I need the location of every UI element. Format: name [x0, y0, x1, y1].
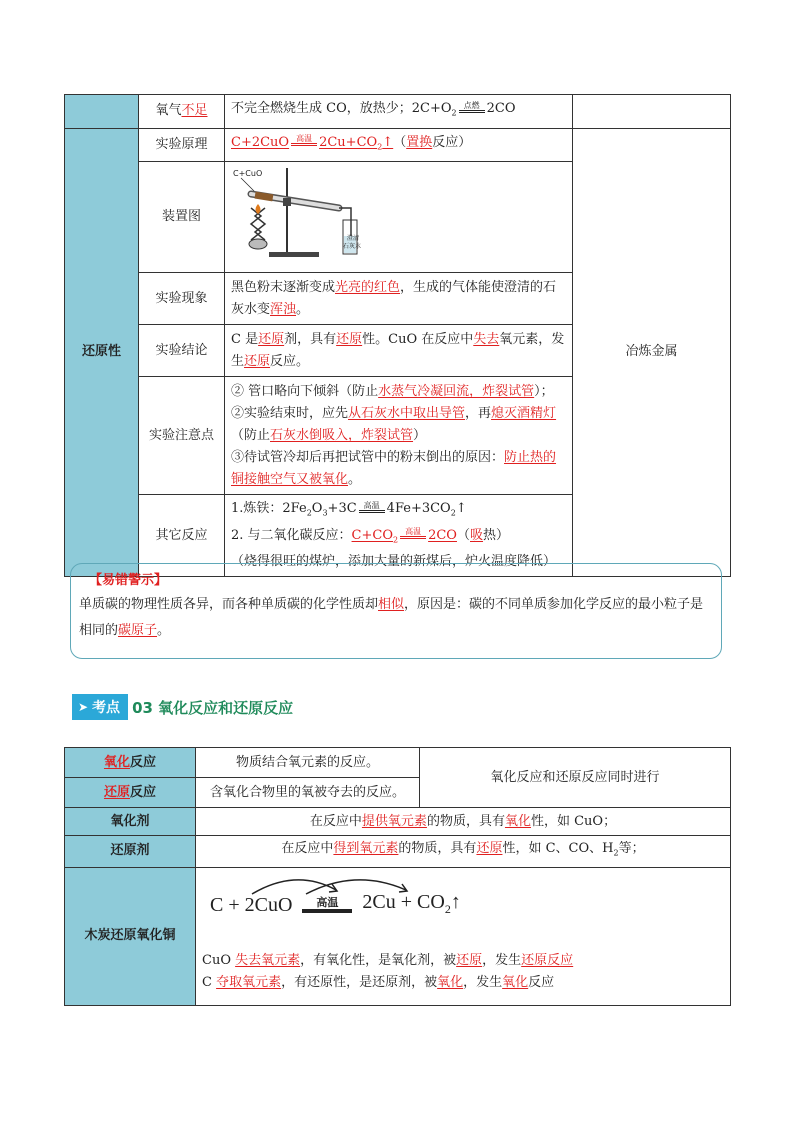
- red-label-post: 反应: [130, 784, 157, 800]
- conclusion-label: 实验结论: [139, 325, 225, 377]
- notes-content: [225, 377, 573, 495]
- warn-r1: 相似: [378, 597, 405, 612]
- conc-r2: 还原: [336, 331, 363, 347]
- electron-transfer-arrows: [246, 872, 416, 896]
- principle-label: 实验原理: [139, 128, 225, 162]
- ignition-equals: [459, 101, 485, 113]
- carbon-line-2: [202, 972, 724, 994]
- warn-r2: 碳原子: [118, 623, 158, 638]
- other1-post: 4Fe+3CO: [386, 501, 451, 517]
- oxygen-desc: [225, 95, 573, 129]
- other1-sub3: 2: [450, 508, 456, 518]
- section-tag: [72, 694, 128, 720]
- carbon-eq-sub: 2: [444, 901, 451, 916]
- oxidation-def: 物质结合氧元素的反应。: [196, 748, 420, 778]
- carbon-line-1: [202, 950, 724, 972]
- red-t4: 等；: [618, 841, 645, 856]
- c2-r2: 氧化: [437, 974, 464, 990]
- principle-equation: [231, 135, 393, 150]
- oxidation-label: [65, 748, 196, 778]
- warning-title: 【易错警示】: [89, 573, 168, 588]
- phen-r2: 浑浊: [270, 301, 297, 317]
- conc-t2: 剂，具有: [284, 331, 337, 347]
- carbon-eq-left: C + 2CuO: [210, 894, 293, 917]
- other2-pre: 2. 与二氧化碳反应：: [231, 527, 352, 543]
- other1-arrow: ↑: [455, 501, 467, 517]
- c2-r1: 夺取氧元素: [216, 974, 282, 990]
- c2-t2: ，发生: [463, 974, 503, 990]
- other-label: 其它反应: [139, 495, 225, 577]
- note2-post: ）: [413, 427, 427, 443]
- carbon-content: [196, 867, 731, 1005]
- red-label-red: 还原: [103, 784, 130, 800]
- ox-label-post: 反应: [130, 754, 157, 770]
- c1-r1: 失去氧元素: [235, 952, 301, 968]
- note2-red1: 从石灰水中取出导管: [348, 405, 466, 421]
- carbon-label: 木炭还原氧化铜: [65, 867, 196, 1005]
- hightemp-cond: 高温: [296, 134, 313, 144]
- other2-red2: 2CO: [428, 527, 457, 543]
- carbon-eq-arrow: ↑: [450, 890, 461, 913]
- note3-red: 防止热的铜接触空气又被氧化: [231, 449, 557, 487]
- oxidant-def: [196, 808, 731, 836]
- red-t2: 的物质，具有: [398, 841, 477, 856]
- other-line-2: [231, 525, 566, 552]
- usage-cell: 冶炼金属: [573, 128, 731, 577]
- error-warning-box: [70, 563, 722, 659]
- note1-pre: ② 管口略向下倾斜（防止: [231, 383, 379, 399]
- other-line-1: [231, 498, 566, 525]
- ox-label-red: 氧化: [103, 754, 130, 770]
- other2-red3: 吸: [470, 527, 484, 543]
- phen-t3: 。: [296, 301, 310, 317]
- principle-content: [225, 128, 573, 162]
- carbon-row: [65, 867, 731, 1005]
- apparatus-label: 装置图: [139, 162, 225, 273]
- c1-r2: 还原: [456, 952, 483, 968]
- oxi-r2: 氧化: [504, 813, 531, 829]
- warning-text: [79, 592, 713, 644]
- note1-red: 水蒸气冷凝回流，炸裂试管: [378, 383, 535, 399]
- conc-r1: 还原: [258, 331, 285, 347]
- c1-t1: ，有氧化性，是氧化剂，被: [300, 952, 457, 968]
- phen-t1: 黑色粉末逐渐变成: [231, 279, 336, 295]
- note-1: [231, 381, 566, 403]
- gas-arrow: ↑: [382, 134, 394, 150]
- oxygen-desc-text: 不完全燃烧生成 CO，放热少；2C+O: [231, 101, 452, 116]
- section-heading: [72, 694, 293, 720]
- apparatus-figure-cell: [225, 162, 573, 273]
- carbon-eq-equals: [302, 897, 352, 913]
- section-tag-text: 考点: [92, 700, 121, 716]
- paren: （: [393, 134, 407, 150]
- other1-sub2: 3: [322, 508, 328, 518]
- warn-t2: ，原因是：碳的不同单质参加化学反应的最小粒子是相同的: [79, 597, 704, 638]
- redox-table: [64, 747, 731, 1006]
- note2-red2: 熄灭酒精灯: [491, 405, 557, 421]
- other2-equation: [352, 528, 457, 543]
- oxidant-label: 氧化剂: [65, 808, 196, 836]
- carbon-eq-right: 2Cu + CO: [362, 890, 445, 913]
- hightemp-equals: [291, 134, 317, 146]
- other2-mid: （: [456, 527, 470, 543]
- note3-pre: ③待试管冷却后再把试管中的粉末倒出的原因：: [231, 449, 505, 465]
- conclusion-content: [225, 325, 573, 377]
- note1-post: ）；: [534, 383, 554, 399]
- c2-t3: 反应: [528, 974, 555, 990]
- principle-row: [65, 128, 731, 162]
- phen-t2: ，生成的气体能使澄清的石灰水变: [231, 279, 557, 317]
- oxi-t3: 性，如 CuO；: [530, 813, 617, 829]
- note2-mid: ，再: [465, 405, 492, 421]
- conc-r3: 失去: [473, 331, 500, 347]
- principle-type: 置换: [406, 134, 433, 150]
- other2-cond: 高温: [405, 527, 422, 537]
- other1-equals: [359, 501, 385, 513]
- principle-eq-right: 2Cu+CO: [319, 134, 378, 150]
- note2-pre: ②实验结束时，应先: [231, 405, 349, 421]
- other2-red1: C+CO: [351, 527, 393, 543]
- fig-label-lime-2: 石灰水: [343, 243, 362, 251]
- principle-eq-left: C+2CuO: [231, 134, 290, 150]
- notes-label: 实验注意点: [139, 377, 225, 495]
- category-reducibility: 还原性: [65, 128, 139, 577]
- conc-t1: C 是: [231, 331, 259, 347]
- conc-t5: 反应。: [270, 353, 310, 369]
- phenomenon-label: 实验现象: [139, 273, 225, 325]
- reductant-row: [65, 836, 731, 868]
- note2-red3: 石灰水倒吸入，炸裂试管: [270, 427, 414, 443]
- reduction-def: 含氧化合物里的氧被夺去的反应。: [196, 778, 420, 808]
- oxi-t1: 在反应中: [309, 813, 362, 829]
- c1-t2: ，发生: [482, 952, 522, 968]
- principle-sub: 2: [377, 142, 383, 152]
- oxygen-sub: 2: [451, 108, 457, 118]
- simultaneous-note: 氧化反应和还原反应同时进行: [420, 748, 731, 808]
- category-blank-cell: [65, 95, 139, 129]
- oxygen-insufficient: 不足: [181, 103, 208, 119]
- oxygen-product: 2CO: [486, 101, 516, 116]
- red-r1: 得到氧元素: [333, 841, 399, 856]
- c1-pre: CuO: [202, 952, 236, 968]
- conc-t4: 氧元素，发生: [231, 331, 565, 369]
- other2-post: 热）: [483, 527, 510, 543]
- note3-post: 。: [348, 471, 362, 487]
- reducibility-table: [64, 94, 731, 577]
- other1-pre: 1.炼铁：2Fe: [231, 501, 307, 517]
- conc-r4: 还原: [244, 353, 271, 369]
- red-t1: 在反应中: [281, 841, 334, 856]
- reduction-label: [65, 778, 196, 808]
- other1-sub1: 2: [306, 508, 312, 518]
- oxidant-row: [65, 808, 731, 836]
- phen-r1: 光亮的红色: [335, 279, 401, 295]
- ignition-cond: 点燃: [463, 100, 480, 110]
- red-sub: 2: [613, 848, 619, 858]
- other2-equals: [400, 527, 426, 539]
- oxidation-row: [65, 748, 731, 778]
- other1-mid2: +3C: [327, 501, 357, 517]
- fig-label-lime-1: 澄清: [347, 235, 360, 243]
- reductant-label: 还原剂: [65, 836, 196, 868]
- warn-t1: 单质碳的物理性质各异，而各种单质碳的化学性质却: [79, 597, 379, 612]
- fig-label-cuo: C+CuO: [233, 169, 263, 179]
- c1-r3: 还原反应: [521, 952, 574, 968]
- apparatus-figure: [229, 164, 379, 262]
- other1-mid1: O: [311, 501, 323, 517]
- principle-type-post: 反应）: [432, 134, 472, 150]
- oxygen-row: [65, 95, 731, 129]
- c2-r3: 氧化: [502, 974, 529, 990]
- phenomenon-content: [225, 273, 573, 325]
- note2-p: （防止: [231, 427, 271, 443]
- oxygen-label-text: 氧气: [155, 103, 182, 119]
- warn-t3: 。: [157, 623, 171, 638]
- oxi-t2: 的物质，具有: [426, 813, 505, 829]
- c2-pre: C: [202, 974, 217, 990]
- section-title: 03 氧化反应和还原反应: [132, 698, 294, 717]
- red-r2: 还原: [476, 841, 503, 856]
- c2-t1: ，有还原性，是还原剂，被: [281, 974, 438, 990]
- other2-sub: 2: [393, 535, 399, 545]
- note-2: [231, 403, 566, 447]
- reductant-def: [196, 836, 731, 868]
- other1-cond: 高温: [363, 500, 380, 510]
- red-t3: 性，如 C、CO、H: [502, 841, 614, 856]
- oxygen-blank-cell: [573, 95, 731, 129]
- carbon-eq-cond: 高温: [316, 896, 339, 910]
- other-line-3: （烧得很旺的煤炉，添加大量的新煤后，炉火温度降低）: [231, 554, 557, 570]
- conc-t3: 性。CuO 在反应中: [362, 331, 474, 347]
- oxi-r1: 提供氧元素: [361, 813, 427, 829]
- arrow-right-icon: ➤: [78, 700, 89, 714]
- note-3: [231, 447, 566, 491]
- oxygen-label: [139, 95, 225, 129]
